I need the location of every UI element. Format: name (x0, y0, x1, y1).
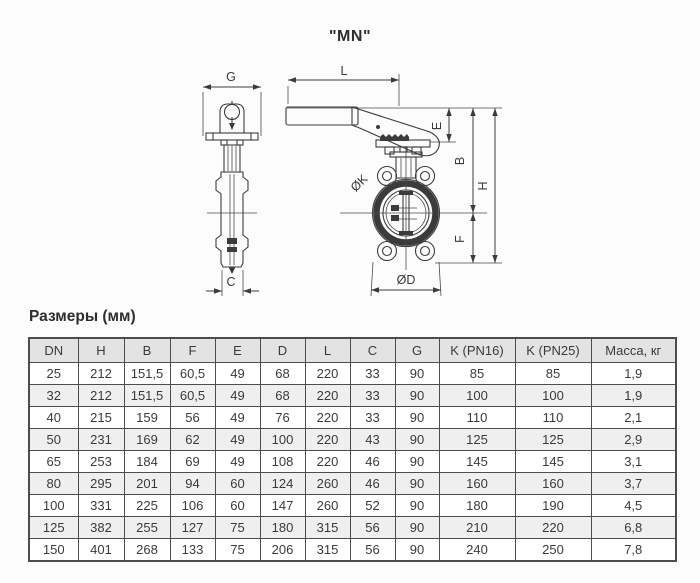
dim-label-e: E (430, 121, 444, 131)
table-row (29, 363, 676, 385)
table-cell: 106 (170, 495, 215, 517)
table-cell: 7,8 (591, 539, 676, 562)
table-cell: 160 (439, 473, 515, 495)
table-cell: 68 (260, 385, 305, 407)
table-cell: 184 (124, 451, 170, 473)
table-cell: 231 (78, 429, 124, 451)
table-cell: 151,5 (124, 363, 170, 385)
table-row (29, 517, 676, 539)
table-cell: 75 (215, 539, 260, 562)
table-cell: 90 (395, 451, 439, 473)
table-cell: 2,1 (591, 407, 676, 429)
table-cell: 40 (29, 407, 78, 429)
table-cell: 25 (29, 363, 78, 385)
column-header: H (78, 338, 124, 363)
table-cell: 100 (515, 385, 591, 407)
table-cell: 125 (439, 429, 515, 451)
table-cell: 33 (350, 363, 395, 385)
table-row (29, 539, 676, 562)
table-cell: 169 (124, 429, 170, 451)
table-cell: 85 (515, 363, 591, 385)
table-cell: 49 (215, 385, 260, 407)
table-cell: 147 (260, 495, 305, 517)
table-cell: 220 (305, 385, 350, 407)
table-cell: 315 (305, 517, 350, 539)
valve-side-view (203, 70, 261, 296)
table-cell: 60 (215, 473, 260, 495)
table-cell: 60,5 (170, 385, 215, 407)
table-cell: 65 (29, 451, 78, 473)
column-header: C (350, 338, 395, 363)
table-cell: 80 (29, 473, 78, 495)
column-header: Масса, кг (591, 338, 676, 363)
table-cell: 68 (260, 363, 305, 385)
dim-label-c: C (226, 275, 236, 289)
table-cell: 90 (395, 473, 439, 495)
table-cell: 56 (350, 539, 395, 562)
table-cell: 49 (215, 407, 260, 429)
table-cell: 3,1 (591, 451, 676, 473)
table-cell: 201 (124, 473, 170, 495)
table-cell: 220 (305, 363, 350, 385)
table-cell: 85 (439, 363, 515, 385)
table-cell: 1,9 (591, 385, 676, 407)
table-cell: 180 (439, 495, 515, 517)
table-cell: 100 (260, 429, 305, 451)
table-cell: 69 (170, 451, 215, 473)
table-cell: 90 (395, 539, 439, 562)
table-cell: 250 (515, 539, 591, 562)
table-row (29, 429, 676, 451)
table-row (29, 451, 676, 473)
table-cell: 125 (29, 517, 78, 539)
table-row (29, 473, 676, 495)
table-row (29, 495, 676, 517)
table-row (29, 385, 676, 407)
table-cell: 268 (124, 539, 170, 562)
column-header: D (260, 338, 305, 363)
table-cell: 32 (29, 385, 78, 407)
table-cell: 401 (78, 539, 124, 562)
dim-label-l: L (340, 64, 348, 78)
table-cell: 90 (395, 429, 439, 451)
dim-label-ok: ØK (347, 171, 371, 195)
table-cell: 56 (170, 407, 215, 429)
table-row (29, 407, 676, 429)
table-cell: 315 (305, 539, 350, 562)
table-cell: 33 (350, 385, 395, 407)
table-cell: 240 (439, 539, 515, 562)
table-cell: 90 (395, 517, 439, 539)
table-cell: 331 (78, 495, 124, 517)
table-cell: 220 (305, 429, 350, 451)
table-cell: 49 (215, 429, 260, 451)
table-cell: 90 (395, 407, 439, 429)
column-header: E (215, 338, 260, 363)
table-cell: 50 (29, 429, 78, 451)
table-cell: 100 (29, 495, 78, 517)
table-cell: 52 (350, 495, 395, 517)
table-cell: 46 (350, 451, 395, 473)
table-cell: 215 (78, 407, 124, 429)
table-cell: 253 (78, 451, 124, 473)
table-cell: 60,5 (170, 363, 215, 385)
table-cell: 90 (395, 385, 439, 407)
table-cell: 90 (395, 495, 439, 517)
table-cell: 110 (439, 407, 515, 429)
table-cell: 160 (515, 473, 591, 495)
table-cell: 60 (215, 495, 260, 517)
column-header: F (170, 338, 215, 363)
table-cell: 49 (215, 451, 260, 473)
table-cell: 225 (124, 495, 170, 517)
table-cell: 125 (515, 429, 591, 451)
dim-label-b: B (453, 156, 467, 166)
table-cell: 127 (170, 517, 215, 539)
column-header: B (124, 338, 170, 363)
table-cell: 75 (215, 517, 260, 539)
table-cell: 62 (170, 429, 215, 451)
table-cell: 180 (260, 517, 305, 539)
column-header: DN (29, 338, 78, 363)
table-cell: 295 (78, 473, 124, 495)
table-cell: 220 (305, 407, 350, 429)
column-header: G (395, 338, 439, 363)
table-cell: 90 (395, 363, 439, 385)
table-cell: 159 (124, 407, 170, 429)
table-cell: 382 (78, 517, 124, 539)
table-cell: 260 (305, 495, 350, 517)
table-cell: 2,9 (591, 429, 676, 451)
table-cell: 210 (439, 517, 515, 539)
table-cell: 260 (305, 473, 350, 495)
column-header: K (PN25) (515, 338, 591, 363)
table-body (29, 363, 676, 562)
table-cell: 6,8 (591, 517, 676, 539)
dimensions-table (28, 337, 677, 562)
table-cell: 1,9 (591, 363, 676, 385)
table-cell: 33 (350, 407, 395, 429)
valve-front-view (286, 64, 502, 296)
table-cell: 212 (78, 385, 124, 407)
table-cell: 108 (260, 451, 305, 473)
table-cell: 124 (260, 473, 305, 495)
table-cell: 43 (350, 429, 395, 451)
table-cell: 220 (305, 451, 350, 473)
table-cell: 133 (170, 539, 215, 562)
table-cell: 150 (29, 539, 78, 562)
table-cell: 3,7 (591, 473, 676, 495)
table-cell: 100 (439, 385, 515, 407)
table-cell: 190 (515, 495, 591, 517)
table-cell: 76 (260, 407, 305, 429)
table-cell: 56 (350, 517, 395, 539)
table-cell: 46 (350, 473, 395, 495)
table-cell: 145 (515, 451, 591, 473)
page-title: "MN" (328, 28, 372, 45)
dim-label-g: G (226, 70, 236, 84)
table-cell: 255 (124, 517, 170, 539)
dim-label-od: ØD (396, 273, 416, 287)
dim-label-f: F (453, 235, 467, 243)
table-cell: 220 (515, 517, 591, 539)
table-cell: 206 (260, 539, 305, 562)
column-header: L (305, 338, 350, 363)
table-cell: 4,5 (591, 495, 676, 517)
dim-label-h: H (476, 181, 490, 191)
table-cell: 94 (170, 473, 215, 495)
table-cell: 49 (215, 363, 260, 385)
section-heading: Размеры (мм) (29, 308, 136, 325)
table-head-row (29, 338, 676, 363)
table-cell: 151,5 (124, 385, 170, 407)
table-cell: 110 (515, 407, 591, 429)
table-cell: 145 (439, 451, 515, 473)
table-cell: 212 (78, 363, 124, 385)
column-header: K (PN16) (439, 338, 515, 363)
